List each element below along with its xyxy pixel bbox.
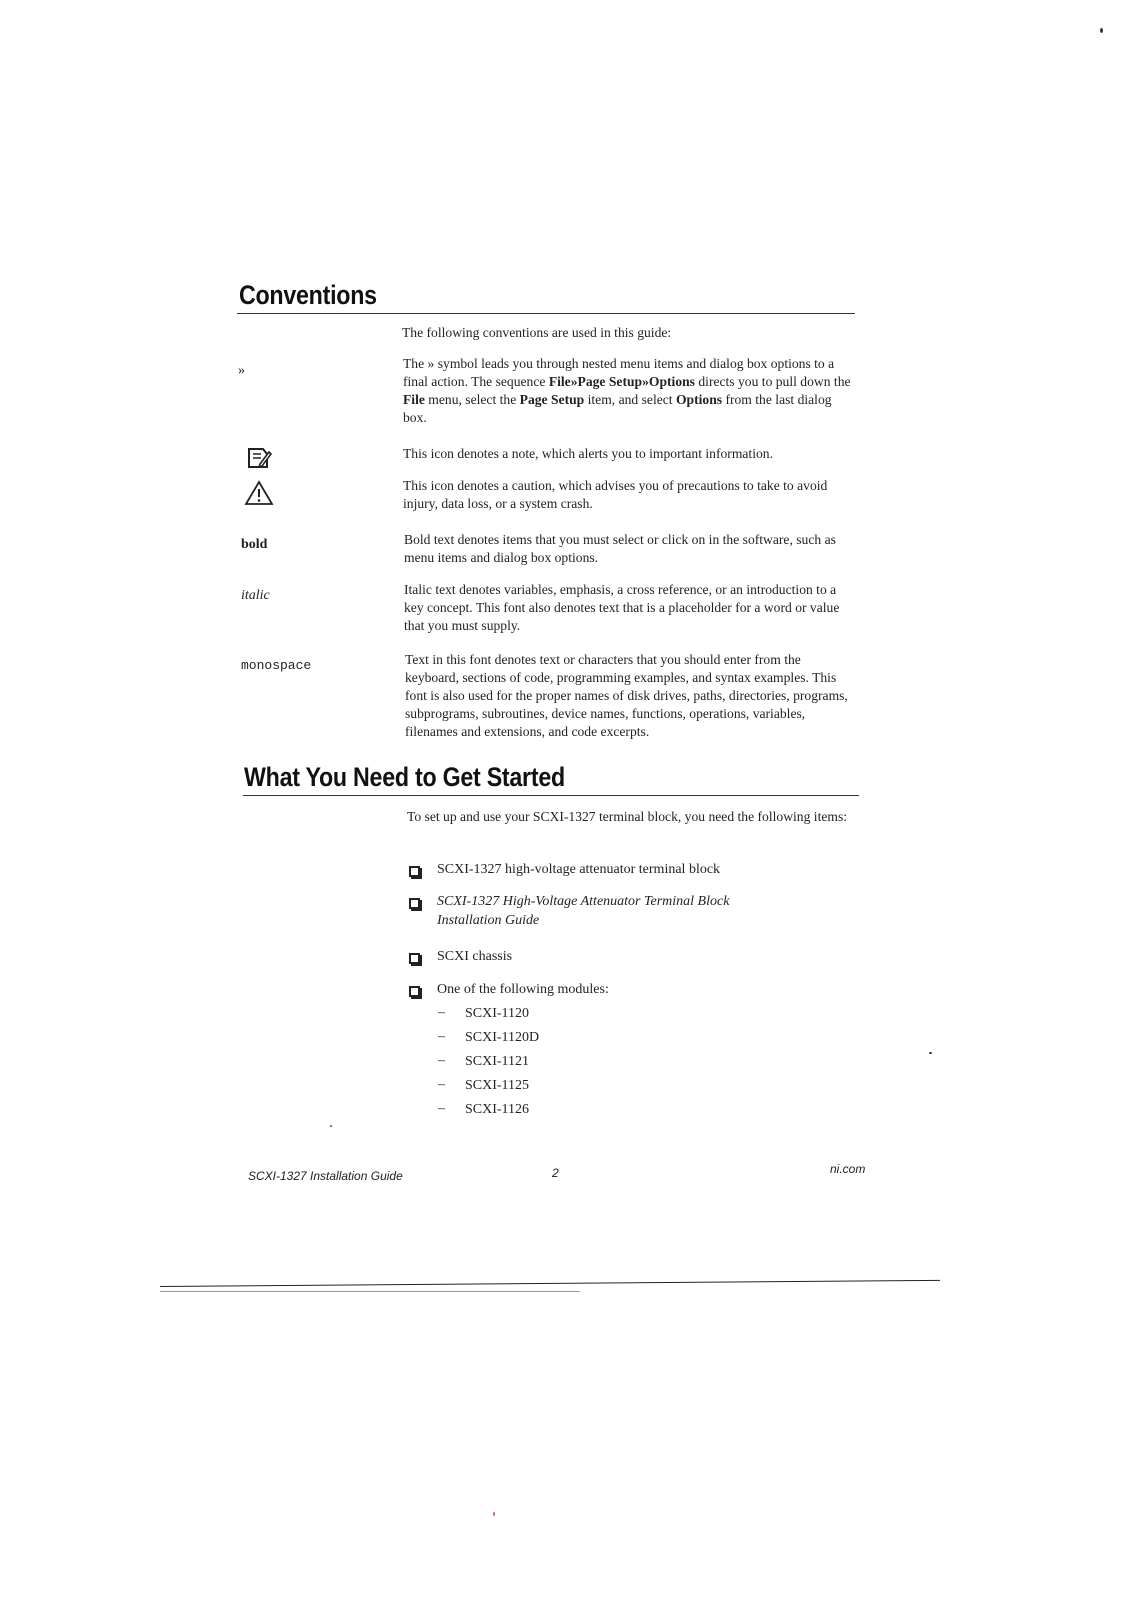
scan-edge-line xyxy=(160,1280,940,1287)
scan-speck xyxy=(330,1125,332,1127)
checkbox-icon xyxy=(409,866,420,877)
conventions-intro: The following conventions are used in this guide: xyxy=(402,325,672,340)
checkbox-icon xyxy=(409,986,420,997)
dash-bullet: – xyxy=(438,1101,445,1116)
desc-caution-icon: This icon denotes a caution, which advises you of precautions to take to avoid injury, data loss, or a system crash. xyxy=(403,478,828,511)
desc-monospace: Text in this font denotes text or characters that you should enter from the keyboard, sections of code, programming examples, and syntax examples. This font is also used for the proper names of disk drives, paths, directories, programs, subprograms, subroutines, device names, functions, operations, variables, filenames and extensions, and code excerpts. xyxy=(405,652,848,739)
desc-menu-symbol: The » symbol leads you through nested menu items and dialog box options to a final action. The sequence File»Page Setup»Options directs you to pull down the File menu, select the Page Setup item, and select Options from the last dialog box. xyxy=(403,356,851,425)
getting-started-intro: To set up and use your SCXI-1327 terminal block, you need the following items: xyxy=(407,809,848,824)
module-item: SCXI-1121 xyxy=(465,1054,530,1069)
scan-edge-line xyxy=(160,1291,580,1292)
getting-started-rule xyxy=(243,795,859,796)
conventions-heading: Conventions xyxy=(239,280,377,310)
footer-website: ni.com xyxy=(830,1162,866,1176)
footer-page-number: 2 xyxy=(552,1166,559,1180)
list-item: One of the following modules: xyxy=(437,982,609,997)
caution-icon xyxy=(244,480,274,511)
term-menu-symbol: » xyxy=(238,363,245,378)
desc-italic: Italic text denotes variables, emphasis, a cross reference, or an introduction to a key concept. This font also denotes text that is a placeholder for a word or value that you must supply. xyxy=(404,582,840,633)
footer-title: SCXI-1327 Installation Guide xyxy=(248,1169,403,1183)
dash-bullet: – xyxy=(438,1029,445,1044)
term-bold: bold xyxy=(241,537,268,552)
list-item: SCXI-1327 High-Voltage Attenuator Terminal Block Installation Guide xyxy=(437,894,730,928)
module-item: SCXI-1126 xyxy=(465,1102,530,1117)
checkbox-icon xyxy=(409,898,420,909)
scan-speck xyxy=(929,1052,932,1054)
list-item: SCXI-1327 high-voltage attenuator terminal block xyxy=(437,862,721,877)
term-italic: italic xyxy=(241,588,270,603)
term-monospace: monospace xyxy=(241,658,312,673)
module-item: SCXI-1120D xyxy=(465,1030,540,1045)
module-item: SCXI-1125 xyxy=(465,1078,530,1093)
list-item: SCXI chassis xyxy=(437,949,513,964)
note-icon xyxy=(246,446,272,475)
getting-started-heading: What You Need to Get Started xyxy=(244,762,565,792)
module-item: SCXI-1120 xyxy=(465,1006,530,1021)
desc-bold: Bold text denotes items that you must select or click on in the software, such as menu items and dialog box options. xyxy=(404,532,836,565)
dash-bullet: – xyxy=(438,1077,445,1092)
scan-speck xyxy=(493,1512,495,1516)
dash-bullet: – xyxy=(438,1053,445,1068)
dash-bullet: – xyxy=(438,1005,445,1020)
desc-note-icon: This icon denotes a note, which alerts you to important information. xyxy=(403,446,773,461)
conventions-rule xyxy=(237,313,855,314)
scan-speck xyxy=(1100,28,1103,33)
checkbox-icon xyxy=(409,953,420,964)
